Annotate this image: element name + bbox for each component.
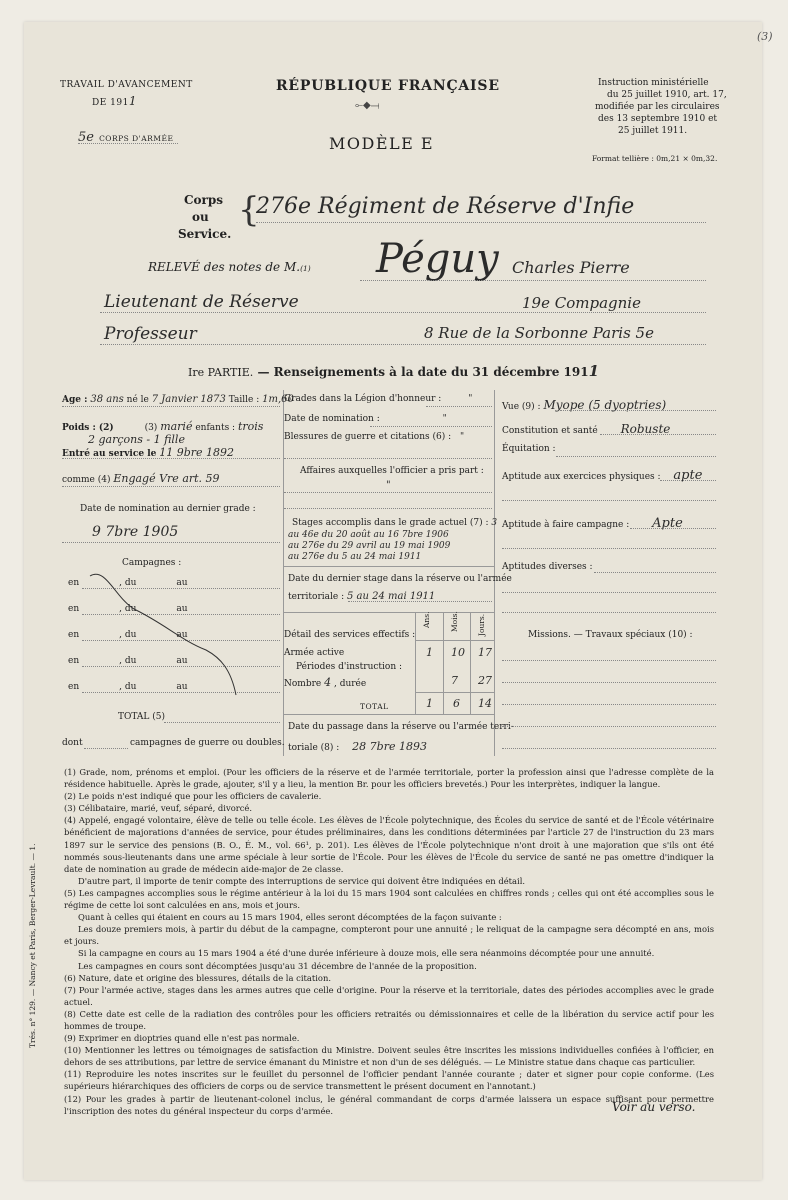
header-format: Format tellière : 0m,21 × 0m,32. xyxy=(592,154,718,163)
armee-mois: 10 xyxy=(451,646,465,659)
poids-row: Poids : (2) (3) marié enfants : trois xyxy=(62,420,264,433)
total-mois: 6 xyxy=(453,697,460,710)
campagne-au: au xyxy=(176,630,188,640)
corps-label-1: Corps xyxy=(184,193,224,207)
periodes-jours: 27 xyxy=(478,674,492,687)
campagne-du: , du xyxy=(119,604,137,614)
campagnes-label: Campagnes : xyxy=(122,558,182,568)
header-instruction-4: des 13 septembre 1910 et xyxy=(598,114,718,124)
legion-nomination-row: Date de nomination : " xyxy=(284,414,447,424)
equitation-label: Équitation : xyxy=(502,444,556,454)
armee-jours: 17 xyxy=(478,646,492,659)
header-year: DE 1911 xyxy=(92,94,137,108)
page-number: (3) xyxy=(757,30,773,43)
armee-ans: 1 xyxy=(426,646,433,659)
campagne-au: au xyxy=(176,656,188,666)
footnote: Les douze premiers mois, à partir du début de la campagne, compteront pour une annuité ; le reliquat de la campagne sera décompté en ans, mois et jours. xyxy=(64,924,714,947)
missions-label: Missions. — Travaux spéciaux (10) : xyxy=(528,630,693,640)
blessures-row: Blessures de guerre et citations (6) : " xyxy=(284,432,465,442)
footnote: (3) Célibataire, marié, veuf, séparé, divorcé. xyxy=(64,803,253,814)
campagne-du: , du xyxy=(119,578,137,588)
affaires-value: " xyxy=(386,480,391,491)
campagne-au: au xyxy=(176,604,188,614)
ornament-icon: ⟜◆⟞ xyxy=(355,100,380,111)
header-instruction-3: modifiée par les circulaires xyxy=(595,102,720,112)
stage-2: au 276e du 29 avril au 19 mai 1909 xyxy=(288,541,451,551)
footnote: (5) Les campagnes accomplies sous le régime antérieur à la loi du 15 mars 1904 sont calculées en chiffres ronds ; celles qui ont été accomplies sous le régime de cette loi sont calculées en ans, mois et jours. xyxy=(64,887,714,911)
passage-row: toriale (8) : 28 7bre 1893 xyxy=(288,740,427,753)
officer-address: 8 Rue de la Sorbonne Paris 5e xyxy=(424,324,654,342)
officer-company: 19e Compagnie xyxy=(522,294,641,312)
total-ans: 1 xyxy=(426,697,433,710)
officer-surname: Péguy xyxy=(376,236,499,282)
aptitude-physique-row: Aptitude aux exercices physiques : apte xyxy=(502,468,703,483)
campagne-du: , du xyxy=(119,630,137,640)
footnotes xyxy=(64,766,714,1117)
officer-profession: Professeur xyxy=(104,324,197,344)
officer-rank: Lieutenant de Réserve xyxy=(104,292,299,312)
corps-label-3: Service. xyxy=(178,227,232,241)
footnote: (9) Exprimer en dioptries quand elle n'est pas normale. xyxy=(64,1033,300,1044)
age-row: Age : 38 ans né le 7 Janvier 1873 Taille : 1m,60 xyxy=(62,394,294,405)
stages-label: Stages accomplis dans le grade actuel (7) : 3 xyxy=(292,518,498,528)
affaires-label: Affaires auxquelles l'officier a pris part : xyxy=(300,466,484,476)
enfants-detail: 2 garçons - 1 fille xyxy=(88,433,185,446)
footnote: (10) Mentionner les lettres ou témoignages de satisfaction du Ministre. Doivent seules être inscrites les missions individuelles confiées à l'officier, en dehors de ses attributions, par lettre de service émanant du Ministre et non d'un de ses délégués. — Le Ministre statue dans chaque cas particulier. xyxy=(64,1045,714,1068)
brace-icon: { xyxy=(238,190,260,230)
officer-firstname: Charles Pierre xyxy=(512,258,630,277)
dont-label: dont xyxy=(62,738,83,748)
periodes-mois: 7 xyxy=(451,674,458,687)
footnote: (7) Pour l'armée active, stages dans les armes autres que celle d'origine. Pour la réserve et la territoriale, dates des périodes accomplies avec le grade actuel. xyxy=(64,984,714,1007)
campagne-en: en xyxy=(68,578,80,588)
footnote: D'autre part, il importe de tenir compte des interruptions de service qui doivent être indiquées en détail. xyxy=(78,875,526,886)
header-instruction-1: Instruction ministérielle xyxy=(598,78,709,88)
strike-through-line xyxy=(86,570,246,700)
header-title: RÉPUBLIQUE FRANÇAISE xyxy=(276,78,500,94)
col-jours: Jours. xyxy=(477,613,486,636)
services-total-label: TOTAL xyxy=(360,702,389,711)
nomination-value: 9 7bre 1905 xyxy=(92,524,179,540)
part1-title: Ire PARTIE. — Renseignements à la date du 31 décembre 1911 xyxy=(188,362,600,380)
header-corps-armee: 5e CORPS D'ARMÉE xyxy=(78,130,174,145)
aptitude-campagne-row: Aptitude à faire campagne : Apte xyxy=(502,516,683,531)
dont-suffix: campagnes de guerre ou doubles. xyxy=(130,738,285,748)
footnote: (6) Nature, date et origine des blessures, détails de la citation. xyxy=(64,972,332,983)
footnote: (8) Cette date est celle de la radiation des contrôles pour les officiers retraités ou démissionnaires et celle de la libération du service actif pour les hommes de troupe. xyxy=(64,1008,714,1031)
campagne-au: au xyxy=(176,578,188,588)
entre-row: Entré au service le 11 9bre 1892 xyxy=(62,446,235,459)
footnote: (11) Reproduire les notes inscrites sur le feuillet du personnel de l'officier pendant l'année courante ; dater et signer pour copie conforme. (Les supérieurs hiérarchiques des officiers de corps ou de service transmettent le présent document en l'annotant.) xyxy=(64,1069,714,1092)
total-campagnes-label: TOTAL (5) xyxy=(118,712,165,722)
dernier-stage-label: Date du dernier stage dans la réserve ou l'armée xyxy=(288,574,512,584)
header-instruction-5: 25 juillet 1911. xyxy=(618,126,688,136)
campagne-en: en xyxy=(68,630,80,640)
campagne-en: en xyxy=(68,682,80,692)
passage-label: Date du passage dans la réserve ou l'armée terri- xyxy=(288,722,514,732)
comme-row: comme (4) Engagé Vre art. 59 xyxy=(62,472,220,485)
verso-note: Voir au verso. xyxy=(612,1100,696,1114)
stage-1: au 46e du 20 août au 16 7bre 1906 xyxy=(288,530,449,540)
nomination-label: Date de nomination au dernier grade : xyxy=(80,504,256,514)
aptitudes-diverses-label: Aptitudes diverses : xyxy=(502,562,593,572)
footnote: Si la campagne en cours au 15 mars 1904 a été d'une durée inférieure à douze mois, elle sera néanmoins décomptée pour une annuité. xyxy=(78,948,655,959)
campagne-du: , du xyxy=(119,682,137,692)
campagne-du: , du xyxy=(119,656,137,666)
corps-value: 276e Régiment de Réserve d'Infie xyxy=(256,194,635,219)
dernier-stage-row: territoriale : 5 au 24 mai 1911 xyxy=(288,591,436,602)
campagne-en: en xyxy=(68,656,80,666)
col-ans: Ans. xyxy=(422,611,431,628)
constitution-row: Constitution et santé Robuste xyxy=(502,422,671,436)
armee-active-label: Armée active xyxy=(284,648,345,658)
nombre-row: Nombre 4 , durée xyxy=(284,676,367,689)
stage-3: au 276e du 5 au 24 mai 1911 xyxy=(288,552,422,562)
campagne-en: en xyxy=(68,604,80,614)
header-model: MODÈLE E xyxy=(329,134,435,153)
header-instruction-2: du 25 juillet 1910, art. 17, xyxy=(607,90,727,100)
campagne-au: au xyxy=(176,682,188,692)
detail-services-label: Détail des services effectifs : xyxy=(284,630,416,640)
periodes-label: Périodes d'instruction : xyxy=(296,662,403,672)
vue-row: Vue (9) : Myope (5 dyoptries) xyxy=(502,398,667,412)
footnote: (4) Appelé, engagé volontaire, élève de telle ou telle école. Les élèves de l'École polytechnique, des Écoles du service de santé et de l'École vétérinaire bénéficient de majorations d'années de service, pour études préliminaires, dans les conditions déterminées par l'article 27 de l'instruction du 23 mars 1897 sur le service des pensions (B. O., É. M., vol. 66¹, p. 201). Les élèves de l'École polytechnique n'ont droit à une majoration que s'ils ont été nommés sous-lieutenants dans une arme spéciale à leur sortie de l'École. Pour les élèves de l'École du service de santé ne pas omettre d'indiquer la date de nomination au grade de médecin aide-major de 2e classe. xyxy=(64,815,714,874)
footnote: Quant à celles qui étaient en cours au 15 mars 1904, elles seront décomptées de la façon suivante : xyxy=(78,912,502,923)
footnote: Les campagnes en cours sont décomptées jusqu'au 31 décembre de l'année de la proposition. xyxy=(78,960,477,971)
footnote: (2) Le poids n'est indiqué que pour les officiers de cavalerie. xyxy=(64,791,322,802)
footnote: (1) Grade, nom, prénoms et emploi. (Pour les officiers de la réserve et de l'armée territoriale, porter la profession ainsi que l'adresse complète de la résidence habituelle. Après le grade, ajouter, s'il y a lieu, la mention Br. pour les officiers brevetés.) Pour les interprètes, indiquer la langue. xyxy=(64,767,714,790)
footnote: (12) Pour les grades à partir de lieutenant-colonel inclus, le général commandant de corps d'armée laissera un espace suffisant pour permettre l'inscription des notes du général inspecteur du corps d'armée. xyxy=(64,1093,714,1116)
printer-line: Trés. n° 129. — Nancy et Paris, Berger-Levrault. — 1. xyxy=(28,843,37,1048)
corps-label-2: ou xyxy=(192,210,209,224)
total-jours: 14 xyxy=(478,697,492,710)
legion-row: Grades dans la Légion d'honneur : " xyxy=(284,394,473,404)
releve-label: RELEVÉ des notes de M.(1) xyxy=(148,260,311,274)
header-travail: TRAVAIL D'AVANCEMENT xyxy=(60,80,193,90)
col-mois: Mois. xyxy=(450,611,459,632)
